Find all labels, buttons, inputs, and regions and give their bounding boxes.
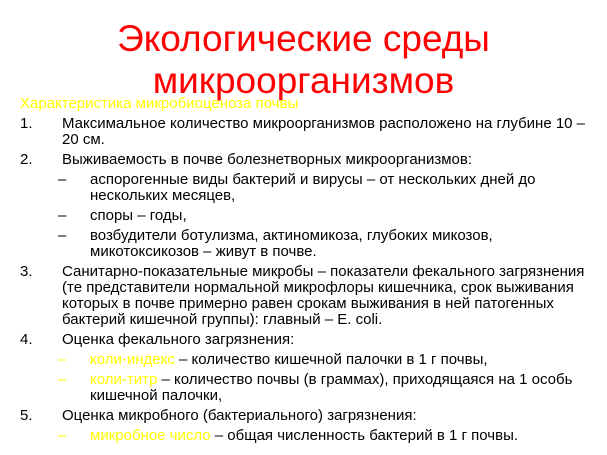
slide-title-line-1: Экологические среды bbox=[117, 18, 490, 59]
slide-body bbox=[20, 96, 595, 448]
dash-bullet: – bbox=[58, 371, 67, 388]
slide-title bbox=[0, 18, 607, 102]
sub-item-text: – общая численность бактерий в 1 г почвы. bbox=[210, 427, 519, 444]
list-number: 3. bbox=[20, 263, 33, 280]
list-item-2 bbox=[20, 152, 595, 168]
sub-item-text: – количество почвы (в граммах), приходящаяся на 1 особь кишечной палочки, bbox=[90, 371, 573, 404]
section-subtitle: Характеристика микробиоценоза почвы bbox=[20, 95, 299, 112]
dash-bullet: – bbox=[58, 427, 67, 444]
sub-item-text: возбудители ботулизма, актиномикоза, глубоких микозов, микотоксикозов – живут в почве. bbox=[90, 227, 493, 260]
sub-item bbox=[20, 208, 595, 224]
list-item-text: Оценка микробного (бактериального) загрязнения: bbox=[62, 407, 417, 424]
dash-bullet: – bbox=[58, 207, 67, 224]
sub-item bbox=[20, 228, 595, 260]
highlighted-term: коли-индекс bbox=[90, 351, 175, 368]
list-item-text: Максимальное количество микроорганизмов расположено на глубине 10 – 20 см. bbox=[62, 115, 586, 148]
list-item-text: Санитарно-показательные микробы – показатели фекального загрязнения (те представители нормальной микрофлоры кишечника, срок выживания которых в почве примерно равен срокам выживания в ней патогенных бактерий кишечной группы): главный – E. coli. bbox=[62, 263, 585, 328]
list-number: 5. bbox=[20, 407, 33, 424]
sub-item bbox=[20, 172, 595, 204]
sub-item-text: аспорогенные виды бактерий и вирусы – от нескольких дней до нескольких месяцев, bbox=[90, 171, 536, 204]
slide-title-line-2: микроорганизмов bbox=[152, 60, 455, 101]
dash-bullet: – bbox=[58, 227, 67, 244]
dash-bullet: – bbox=[58, 351, 67, 368]
sub-item bbox=[20, 428, 595, 444]
list-item-3 bbox=[20, 264, 595, 328]
sub-item-text: споры – годы, bbox=[90, 207, 187, 224]
sub-item-text: – количество кишечной палочки в 1 г почвы, bbox=[174, 351, 488, 368]
sub-item bbox=[20, 352, 595, 368]
highlighted-term: коли-титр bbox=[90, 371, 158, 388]
highlighted-term: микробное число bbox=[90, 427, 211, 444]
list-item-text: Выживаемость в почве болезнетворных микроорганизмов: bbox=[62, 151, 472, 168]
list-item-5 bbox=[20, 408, 595, 424]
list-item-text: Оценка фекального загрязнения: bbox=[62, 331, 295, 348]
list-item-4 bbox=[20, 332, 595, 348]
list-number: 1. bbox=[20, 115, 33, 132]
list-item-1 bbox=[20, 116, 595, 148]
dash-bullet: – bbox=[58, 171, 67, 188]
sub-item bbox=[20, 372, 595, 404]
list-number: 4. bbox=[20, 331, 33, 348]
list-number: 2. bbox=[20, 151, 33, 168]
